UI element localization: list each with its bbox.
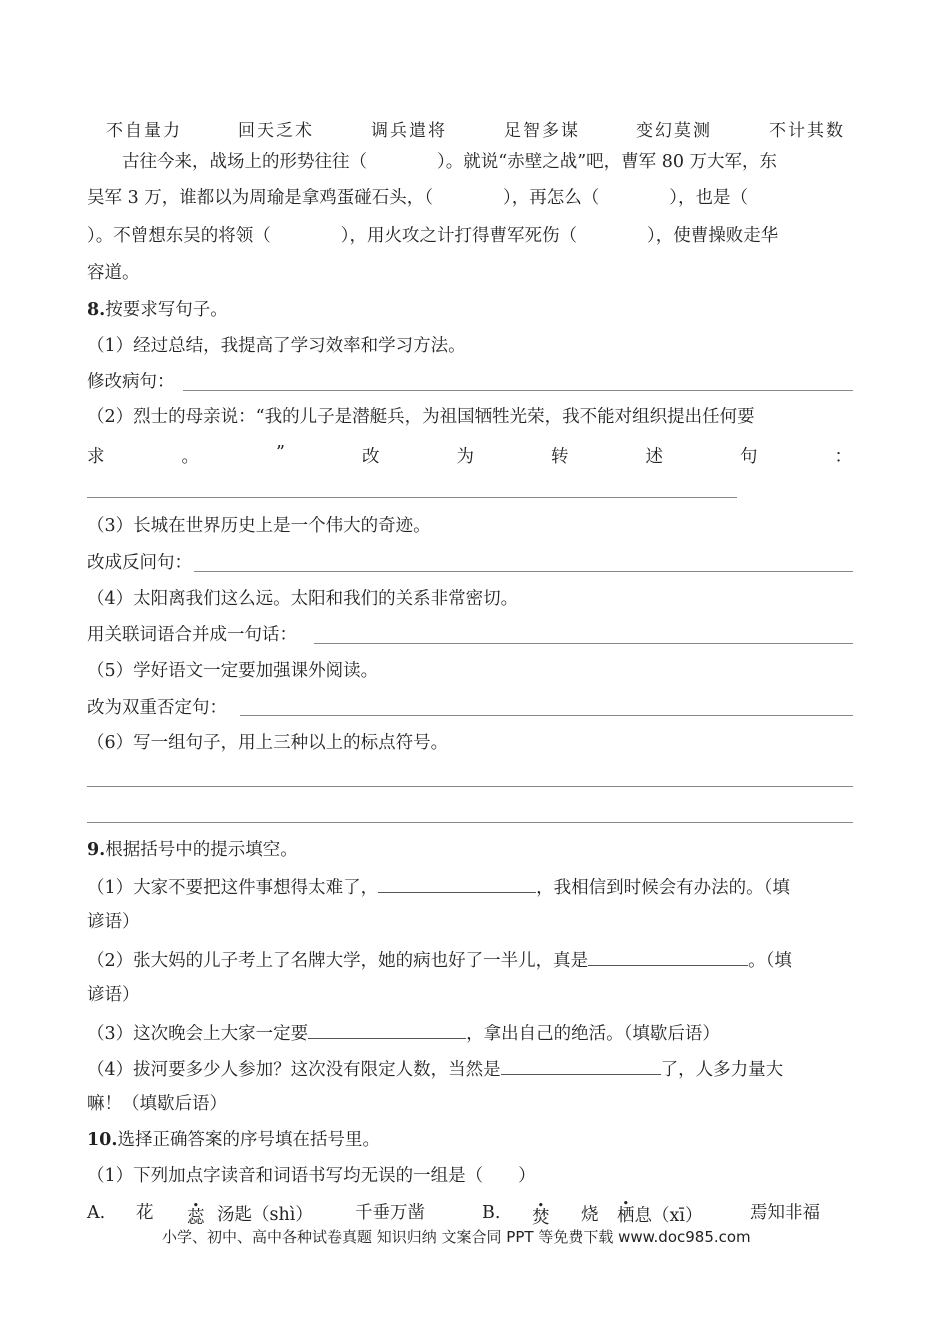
q8-label-5: 改为双重否定句： bbox=[87, 698, 227, 718]
q8-label-3: 改成反问句： bbox=[87, 553, 192, 573]
q8-label-4: 用关联词语合并成一句话： bbox=[87, 625, 297, 645]
q8-sentence-6: （6）写一组句子，用上三种以上的标点符号。 bbox=[87, 733, 449, 753]
answer-line[interactable] bbox=[87, 786, 853, 787]
passage-line: 容道。 bbox=[87, 263, 140, 283]
answer-line[interactable] bbox=[314, 643, 853, 644]
passage-line: ）。不曾想东吴的将领（ ），用火攻之计打得曹军死伤（ ），使曹操败走华 bbox=[87, 226, 779, 246]
option-a-word: 汤匙（shì） bbox=[217, 1205, 313, 1225]
fill-blank[interactable] bbox=[501, 1056, 661, 1075]
word-bank-item: 回天乏术 bbox=[238, 121, 314, 141]
question-9-title: 9.根据括号中的提示填空。 bbox=[87, 840, 298, 860]
option-b-label: B. bbox=[482, 1203, 501, 1223]
q8-sentence-2-cont: 求 。 ” 改 为 转 述 句 ： bbox=[87, 443, 852, 467]
option-a-char: 花 bbox=[136, 1203, 154, 1223]
option-b-char: 焚 bbox=[532, 1208, 550, 1228]
answer-line[interactable] bbox=[183, 390, 853, 391]
q8-label-1: 修改病句： bbox=[87, 372, 175, 392]
option-a-label: A. bbox=[87, 1203, 106, 1223]
answer-line[interactable] bbox=[87, 822, 853, 823]
option-a-char: 蕊 bbox=[187, 1208, 205, 1228]
q9-sentence-1-cont: 谚语） bbox=[87, 912, 140, 932]
option-b-word: 栖息（xī） bbox=[617, 1206, 703, 1226]
word-bank-item: 足智多谋 bbox=[504, 121, 580, 141]
option-b-char: 烧 bbox=[581, 1205, 599, 1225]
q10-sentence-1: （1）下列加点字读音和词语书写均无误的一组是（ ） bbox=[87, 1166, 536, 1186]
passage-line: 吴军 3 万，谁都以为周瑜是拿鸡蛋碰石头，（ ），再怎么（ ），也是（ bbox=[87, 188, 749, 208]
passage-line: 古往今来，战场上的形势往往（ ）。就说“赤壁之战”吧，曹军 80 万大军，东 bbox=[122, 152, 778, 172]
question-10-title: 10.选择正确答案的序号填在括号里。 bbox=[87, 1130, 380, 1150]
q8-sentence-2: （2）烈士的母亲说：“我的儿子是潜艇兵，为祖国牺牲光荣，我不能对组织提出任何要 bbox=[87, 407, 755, 427]
q9-sentence-2: （2）张大妈的儿子考上了名牌大学，她的病也好了一半儿，真是 。（填 bbox=[87, 947, 792, 972]
answer-line[interactable] bbox=[87, 497, 737, 498]
footer-ad: 小学、初中、高中各种试卷真题 知识归纳 文案合同 PPT 等免费下载 www.doc985.com bbox=[162, 1228, 751, 1246]
q8-sentence-4: （4）太阳离我们这么远。太阳和我们的关系非常密切。 bbox=[87, 589, 519, 609]
word-bank-item: 不自量力 bbox=[106, 121, 182, 141]
q8-sentence-3: （3）长城在世界历史上是一个伟大的奇迹。 bbox=[87, 516, 431, 536]
q8-sentence-5: （5）学好语文一定要加强课外阅读。 bbox=[87, 661, 379, 681]
q8-sentence-1: （1）经过总结，我提高了学习效率和学习方法。 bbox=[87, 336, 466, 356]
option-a-idiom: 千垂万凿 bbox=[355, 1203, 425, 1223]
q9-sentence-3: （3）这次晚会上大家一定要 ，拿出自己的绝活。（填歇后语） bbox=[87, 1020, 720, 1045]
word-bank-item: 不计其数 bbox=[769, 121, 845, 141]
word-bank-item: 变幻莫测 bbox=[636, 121, 712, 141]
answer-line[interactable] bbox=[240, 715, 853, 716]
q9-sentence-1: （1）大家不要把这件事想得太难了， ，我相信到时候会有办法的。（填 bbox=[87, 874, 790, 899]
answer-line[interactable] bbox=[194, 571, 853, 572]
q9-sentence-4-cont: 嘛！（填歇后语） bbox=[87, 1094, 227, 1114]
option-b-idiom: 焉知非福 bbox=[750, 1203, 820, 1223]
fill-blank[interactable] bbox=[588, 947, 748, 966]
word-bank-item: 调兵遣将 bbox=[371, 121, 447, 141]
q9-sentence-4: （4）拔河要多少人参加？这次没有限定人数，当然是 了，人多力量大 bbox=[87, 1056, 783, 1081]
question-8-title: 8.按要求写句子。 bbox=[87, 300, 228, 320]
fill-blank[interactable] bbox=[378, 874, 536, 893]
q9-sentence-2-cont: 谚语） bbox=[87, 985, 140, 1005]
fill-blank[interactable] bbox=[308, 1020, 466, 1039]
